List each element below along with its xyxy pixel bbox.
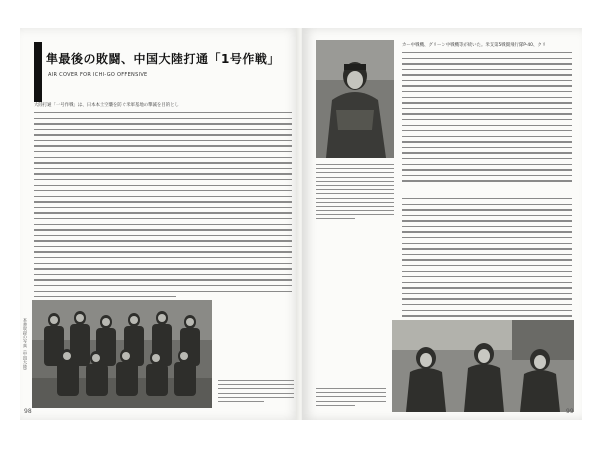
article-title: 隼最後の敗闘、中国大陸打通「1号作戦」 [46, 52, 280, 66]
pilot-photo-caption [316, 164, 394, 223]
right-page [302, 28, 582, 420]
right-body-first-line: カー中戦機、グリーン中戦機等が続いた。米支第5戦闘飛行隊P-40、クリ [402, 43, 547, 48]
body-text-block-2 [402, 52, 572, 186]
right-page-number: 99 [566, 408, 574, 415]
left-page-number: 98 [24, 408, 32, 415]
group-photo [32, 300, 212, 408]
pilot-photo [316, 40, 394, 158]
bottom-photo [392, 320, 574, 412]
title-accent-bar [34, 42, 42, 102]
side-caption: 本書収録の写真（中国大陸） [23, 318, 28, 373]
body-text-block-1 [34, 112, 292, 302]
body-first-line: 大陸打通「一号作戦」は、日本本土空襲を防ぐ米軍基地の撃滅を目的とし [34, 103, 179, 108]
group-photo-caption [218, 380, 294, 405]
article-subtitle: AIR COVER FOR ICHI-GO OFFENSIVE [48, 72, 148, 78]
bottom-photo-caption [316, 388, 386, 409]
left-page [20, 28, 300, 420]
